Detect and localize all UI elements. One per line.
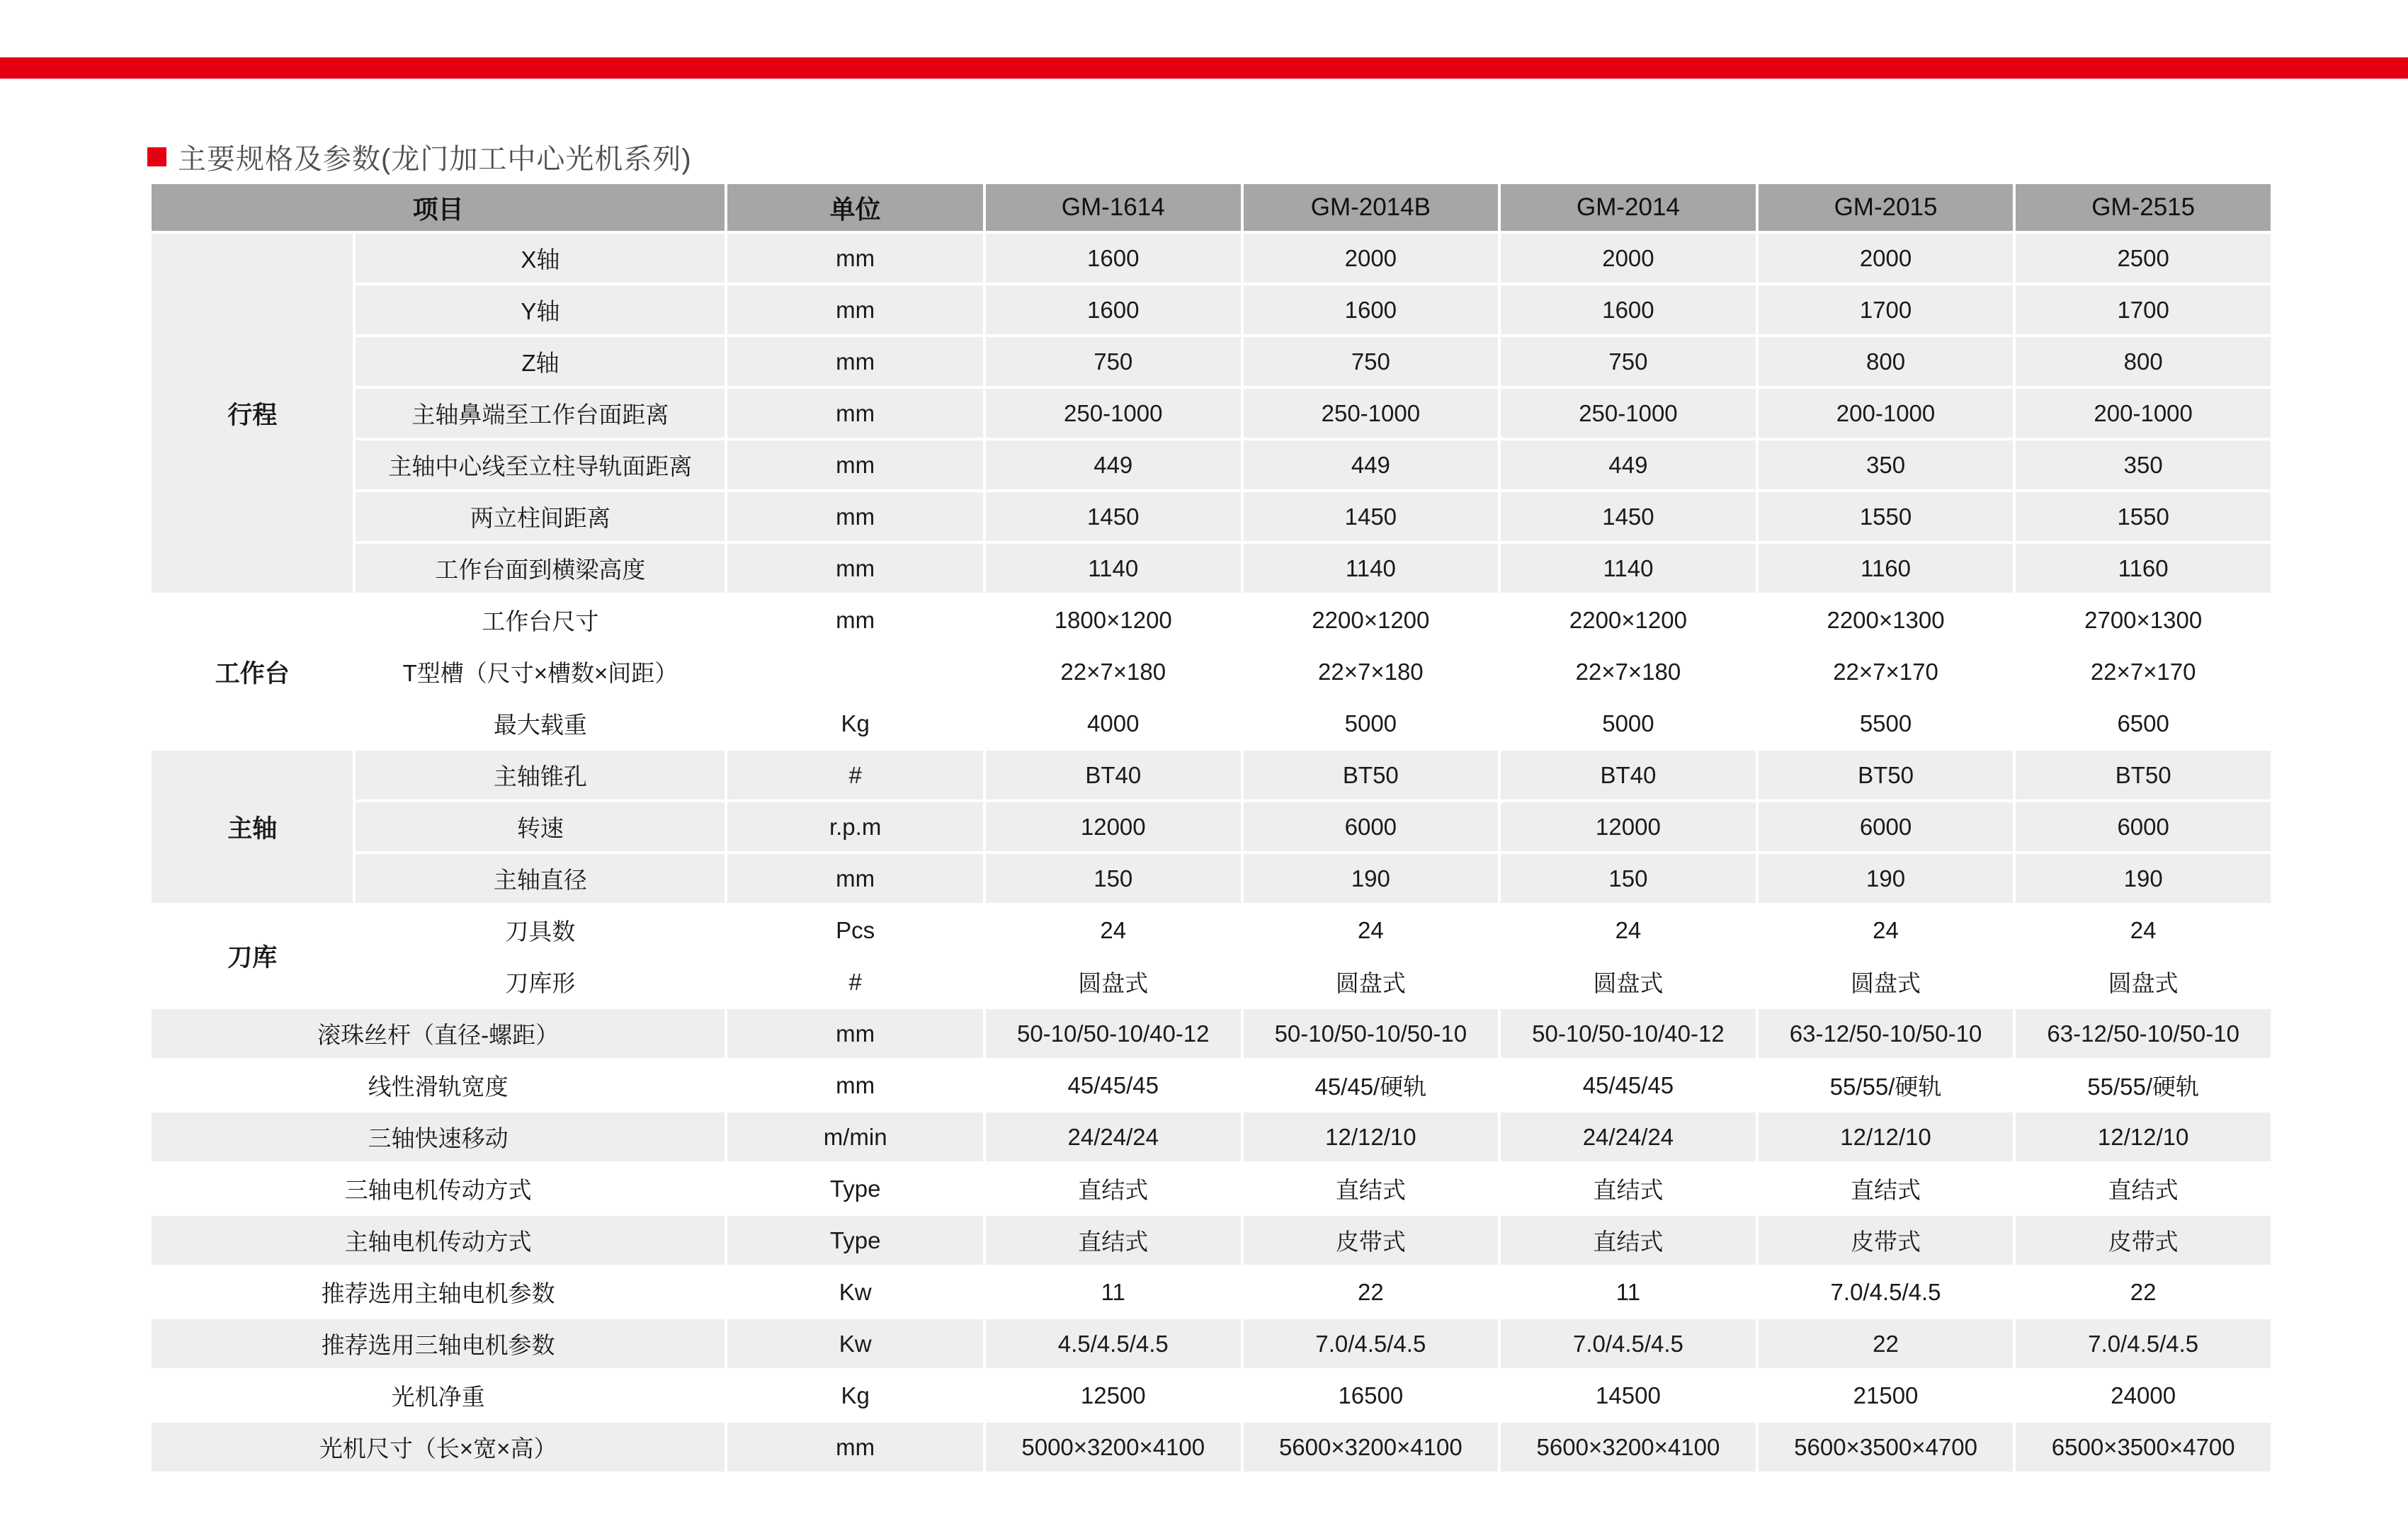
table-row (152, 751, 2271, 799)
row-label: 两立柱间距离 (356, 492, 725, 541)
header-model-gm-2515: GM-2515 (2016, 184, 2271, 231)
row-value: 皮带式 (1759, 1216, 2014, 1265)
table-row (152, 1061, 2271, 1110)
top-red-bar (0, 57, 2408, 79)
row-value: 750 (1244, 337, 1499, 386)
row-unit: Pcs (727, 906, 983, 955)
row-unit: Kg (727, 1371, 983, 1420)
row-unit: mm (727, 285, 983, 334)
row-value: 2000 (1759, 234, 2014, 283)
row-value: 圆盘式 (986, 957, 1241, 1006)
row-value: 24/24/24 (986, 1112, 1241, 1161)
row-value: 直结式 (986, 1164, 1241, 1213)
row-value: 800 (2016, 337, 2271, 386)
row-value: 190 (1759, 854, 2014, 903)
row-unit: r.p.m (727, 802, 983, 851)
table-row (152, 596, 2271, 644)
header-model-gm-2015: GM-2015 (1759, 184, 2014, 231)
table-row (152, 957, 2271, 1006)
table-row (152, 234, 2271, 283)
row-label: 线性滑轨宽度 (152, 1061, 725, 1110)
table-row (152, 544, 2271, 593)
row-value: 50-10/50-10/50-10 (1244, 1009, 1499, 1058)
row-label: 刀库形 (356, 957, 725, 1006)
row-value: 200-1000 (1759, 389, 2014, 438)
row-value: 24 (2016, 906, 2271, 955)
row-unit (727, 647, 983, 696)
row-value: 12/12/10 (1244, 1112, 1499, 1161)
row-unit: mm (727, 440, 983, 489)
row-label: 转速 (356, 802, 725, 851)
header-unit: 单位 (727, 184, 983, 231)
row-value: 5600×3200×4100 (1244, 1423, 1499, 1472)
row-value: 5000×3200×4100 (986, 1423, 1241, 1472)
row-unit: Type (727, 1164, 983, 1213)
table-row (152, 337, 2271, 386)
row-value: 750 (986, 337, 1241, 386)
row-value: 皮带式 (2016, 1216, 2271, 1265)
row-value: 22 (1759, 1319, 2014, 1368)
row-value: 1140 (1244, 544, 1499, 593)
row-label: 工作台面到横梁高度 (356, 544, 725, 593)
row-value: 2700×1300 (2016, 596, 2271, 644)
row-unit: mm (727, 1009, 983, 1058)
row-unit: mm (727, 544, 983, 593)
row-value: 5000 (1244, 699, 1499, 748)
row-value: 449 (1244, 440, 1499, 489)
row-value: 7.0/4.5/4.5 (2016, 1319, 2271, 1368)
row-label: T型槽（尺寸×槽数×间距） (356, 647, 725, 696)
row-unit: # (727, 751, 983, 799)
row-label: 推荐选用三轴电机参数 (152, 1319, 725, 1368)
row-label: 主轴中心线至立柱导轨面距离 (356, 440, 725, 489)
row-value: 350 (1759, 440, 2014, 489)
section-title (147, 137, 692, 177)
row-value: 6000 (1244, 802, 1499, 851)
row-label: 刀具数 (356, 906, 725, 955)
group-label: 工作台 (152, 596, 353, 748)
row-value: 5500 (1759, 699, 2014, 748)
row-unit: Kw (727, 1319, 983, 1368)
row-value: BT50 (2016, 751, 2271, 799)
row-value: 24 (1501, 906, 1756, 955)
header-item: 项目 (152, 184, 725, 231)
row-unit: m/min (727, 1112, 983, 1161)
row-value: 2200×1200 (1501, 596, 1756, 644)
row-value: 7.0/4.5/4.5 (1501, 1319, 1756, 1368)
row-value: 11 (1501, 1268, 1756, 1316)
row-value: 45/45/硬轨 (1244, 1061, 1499, 1110)
row-label: Z轴 (356, 337, 725, 386)
row-label: 主轴电机传动方式 (152, 1216, 725, 1265)
group-label: 刀库 (152, 906, 353, 1006)
row-value: 250-1000 (1244, 389, 1499, 438)
row-value: 4.5/4.5/4.5 (986, 1319, 1241, 1368)
row-value: 1600 (1501, 285, 1756, 334)
table-row (152, 647, 2271, 696)
row-unit: Kg (727, 699, 983, 748)
row-unit: mm (727, 492, 983, 541)
row-value: 24 (1244, 906, 1499, 955)
row-value: 4000 (986, 699, 1241, 748)
group-label: 行程 (152, 234, 353, 593)
row-unit: mm (727, 1423, 983, 1472)
row-label: 光机尺寸（长×宽×高） (152, 1423, 725, 1472)
row-value: 直结式 (1501, 1164, 1756, 1213)
row-value: 22×7×180 (1501, 647, 1756, 696)
row-value: 7.0/4.5/4.5 (1759, 1268, 2014, 1316)
row-value: 2000 (1501, 234, 1756, 283)
row-value: 63-12/50-10/50-10 (1759, 1009, 2014, 1058)
row-value: 14500 (1501, 1371, 1756, 1420)
table-row (152, 699, 2271, 748)
header-model-gm-2014: GM-2014 (1501, 184, 1756, 231)
row-value: 6500×3500×4700 (2016, 1423, 2271, 1472)
row-value: 22×7×180 (1244, 647, 1499, 696)
spec-table (149, 181, 2273, 1474)
row-value: 190 (1244, 854, 1499, 903)
row-value: 449 (1501, 440, 1756, 489)
row-value: 1600 (986, 234, 1241, 283)
row-value: 1160 (1759, 544, 2014, 593)
row-value: 1140 (986, 544, 1241, 593)
row-value: 5000 (1501, 699, 1756, 748)
row-value: 1550 (1759, 492, 2014, 541)
header-model-gm-2014b: GM-2014B (1244, 184, 1499, 231)
table-row (152, 854, 2271, 903)
row-value: 12500 (986, 1371, 1241, 1420)
table-row (152, 1423, 2271, 1472)
row-unit: Type (727, 1216, 983, 1265)
row-value: 24 (1759, 906, 2014, 955)
row-unit: # (727, 957, 983, 1006)
row-value: 1700 (2016, 285, 2271, 334)
row-value: 1140 (1501, 544, 1756, 593)
row-value: 2200×1300 (1759, 596, 2014, 644)
row-value: BT50 (1244, 751, 1499, 799)
row-value: 11 (986, 1268, 1241, 1316)
row-value: 圆盘式 (1244, 957, 1499, 1006)
row-value: 22 (2016, 1268, 2271, 1316)
section-title-text: 主要规格及参数(龙门加工中心光机系列) (178, 144, 692, 175)
table-row (152, 389, 2271, 438)
row-value: 6500 (2016, 699, 2271, 748)
row-value: 7.0/4.5/4.5 (1244, 1319, 1499, 1368)
row-value: 24 (986, 906, 1241, 955)
row-value: 55/55/硬轨 (1759, 1061, 2014, 1110)
row-value: BT40 (986, 751, 1241, 799)
row-label: 主轴直径 (356, 854, 725, 903)
row-value: 2200×1200 (1244, 596, 1499, 644)
table-row (152, 1164, 2271, 1213)
row-value: 5600×3500×4700 (1759, 1423, 2014, 1472)
row-unit: mm (727, 596, 983, 644)
row-value: 2000 (1244, 234, 1499, 283)
row-value: 圆盘式 (2016, 957, 2271, 1006)
row-value: 12000 (986, 802, 1241, 851)
row-value: 22×7×180 (986, 647, 1241, 696)
row-label: 主轴锥孔 (356, 751, 725, 799)
row-value: 50-10/50-10/40-12 (1501, 1009, 1756, 1058)
row-value: BT50 (1759, 751, 2014, 799)
row-label: 光机净重 (152, 1371, 725, 1420)
row-value: 250-1000 (1501, 389, 1756, 438)
row-value: 350 (2016, 440, 2271, 489)
row-value: 12/12/10 (2016, 1112, 2271, 1161)
row-value: BT40 (1501, 751, 1756, 799)
row-value: 63-12/50-10/50-10 (2016, 1009, 2271, 1058)
row-value: 1450 (1244, 492, 1499, 541)
row-value: 直结式 (1759, 1164, 2014, 1213)
row-label: Y轴 (356, 285, 725, 334)
row-value: 21500 (1759, 1371, 2014, 1420)
row-value: 24/24/24 (1501, 1112, 1756, 1161)
row-value: 22×7×170 (2016, 647, 2271, 696)
header-row (152, 184, 2271, 231)
row-unit: mm (727, 1061, 983, 1110)
row-value: 449 (986, 440, 1241, 489)
row-value: 直结式 (986, 1216, 1241, 1265)
row-value: 圆盘式 (1759, 957, 2014, 1006)
row-value: 直结式 (1501, 1216, 1756, 1265)
table-row (152, 1216, 2271, 1265)
row-value: 22 (1244, 1268, 1499, 1316)
row-value: 24000 (2016, 1371, 2271, 1420)
row-label: 三轴电机传动方式 (152, 1164, 725, 1213)
row-value: 1600 (986, 285, 1241, 334)
row-value: 1450 (986, 492, 1241, 541)
row-value: 150 (986, 854, 1241, 903)
row-label: 三轴快速移动 (152, 1112, 725, 1161)
row-value: 1160 (2016, 544, 2271, 593)
table-row (152, 906, 2271, 955)
row-value: 50-10/50-10/40-12 (986, 1009, 1241, 1058)
row-value: 6000 (1759, 802, 2014, 851)
row-value: 1600 (1244, 285, 1499, 334)
row-value: 1800×1200 (986, 596, 1241, 644)
row-unit: mm (727, 234, 983, 283)
row-value: 250-1000 (986, 389, 1241, 438)
group-label: 主轴 (152, 751, 353, 903)
row-value: 12000 (1501, 802, 1756, 851)
row-unit: mm (727, 854, 983, 903)
table-row (152, 1112, 2271, 1161)
row-value: 200-1000 (2016, 389, 2271, 438)
row-label: 工作台尺寸 (356, 596, 725, 644)
row-value: 1700 (1759, 285, 2014, 334)
row-unit: mm (727, 337, 983, 386)
table-row (152, 802, 2271, 851)
table-row (152, 1009, 2271, 1058)
header-model-gm-1614: GM-1614 (986, 184, 1241, 231)
row-unit: Kw (727, 1268, 983, 1316)
row-value: 圆盘式 (1501, 957, 1756, 1006)
row-value: 190 (2016, 854, 2271, 903)
row-value: 1450 (1501, 492, 1756, 541)
row-value: 12/12/10 (1759, 1112, 2014, 1161)
row-label: X轴 (356, 234, 725, 283)
row-value: 6000 (2016, 802, 2271, 851)
row-value: 800 (1759, 337, 2014, 386)
row-value: 45/45/45 (1501, 1061, 1756, 1110)
row-label: 主轴鼻端至工作台面距离 (356, 389, 725, 438)
red-square-bullet-icon (147, 147, 166, 166)
table-row (152, 1268, 2271, 1316)
row-value: 150 (1501, 854, 1756, 903)
row-value: 16500 (1244, 1371, 1499, 1420)
table-row (152, 285, 2271, 334)
row-value: 直结式 (2016, 1164, 2271, 1213)
row-value: 22×7×170 (1759, 647, 2014, 696)
row-label: 滚珠丝杆（直径-螺距） (152, 1009, 725, 1058)
row-label: 推荐选用主轴电机参数 (152, 1268, 725, 1316)
row-value: 750 (1501, 337, 1756, 386)
table-row (152, 492, 2271, 541)
row-label: 最大载重 (356, 699, 725, 748)
row-value: 55/55/硬轨 (2016, 1061, 2271, 1110)
row-value: 直结式 (1244, 1164, 1499, 1213)
row-value: 5600×3200×4100 (1501, 1423, 1756, 1472)
row-value: 1550 (2016, 492, 2271, 541)
table-row (152, 440, 2271, 489)
row-unit: mm (727, 389, 983, 438)
row-value: 45/45/45 (986, 1061, 1241, 1110)
row-value: 2500 (2016, 234, 2271, 283)
row-value: 皮带式 (1244, 1216, 1499, 1265)
table-row (152, 1371, 2271, 1420)
table-row (152, 1319, 2271, 1368)
